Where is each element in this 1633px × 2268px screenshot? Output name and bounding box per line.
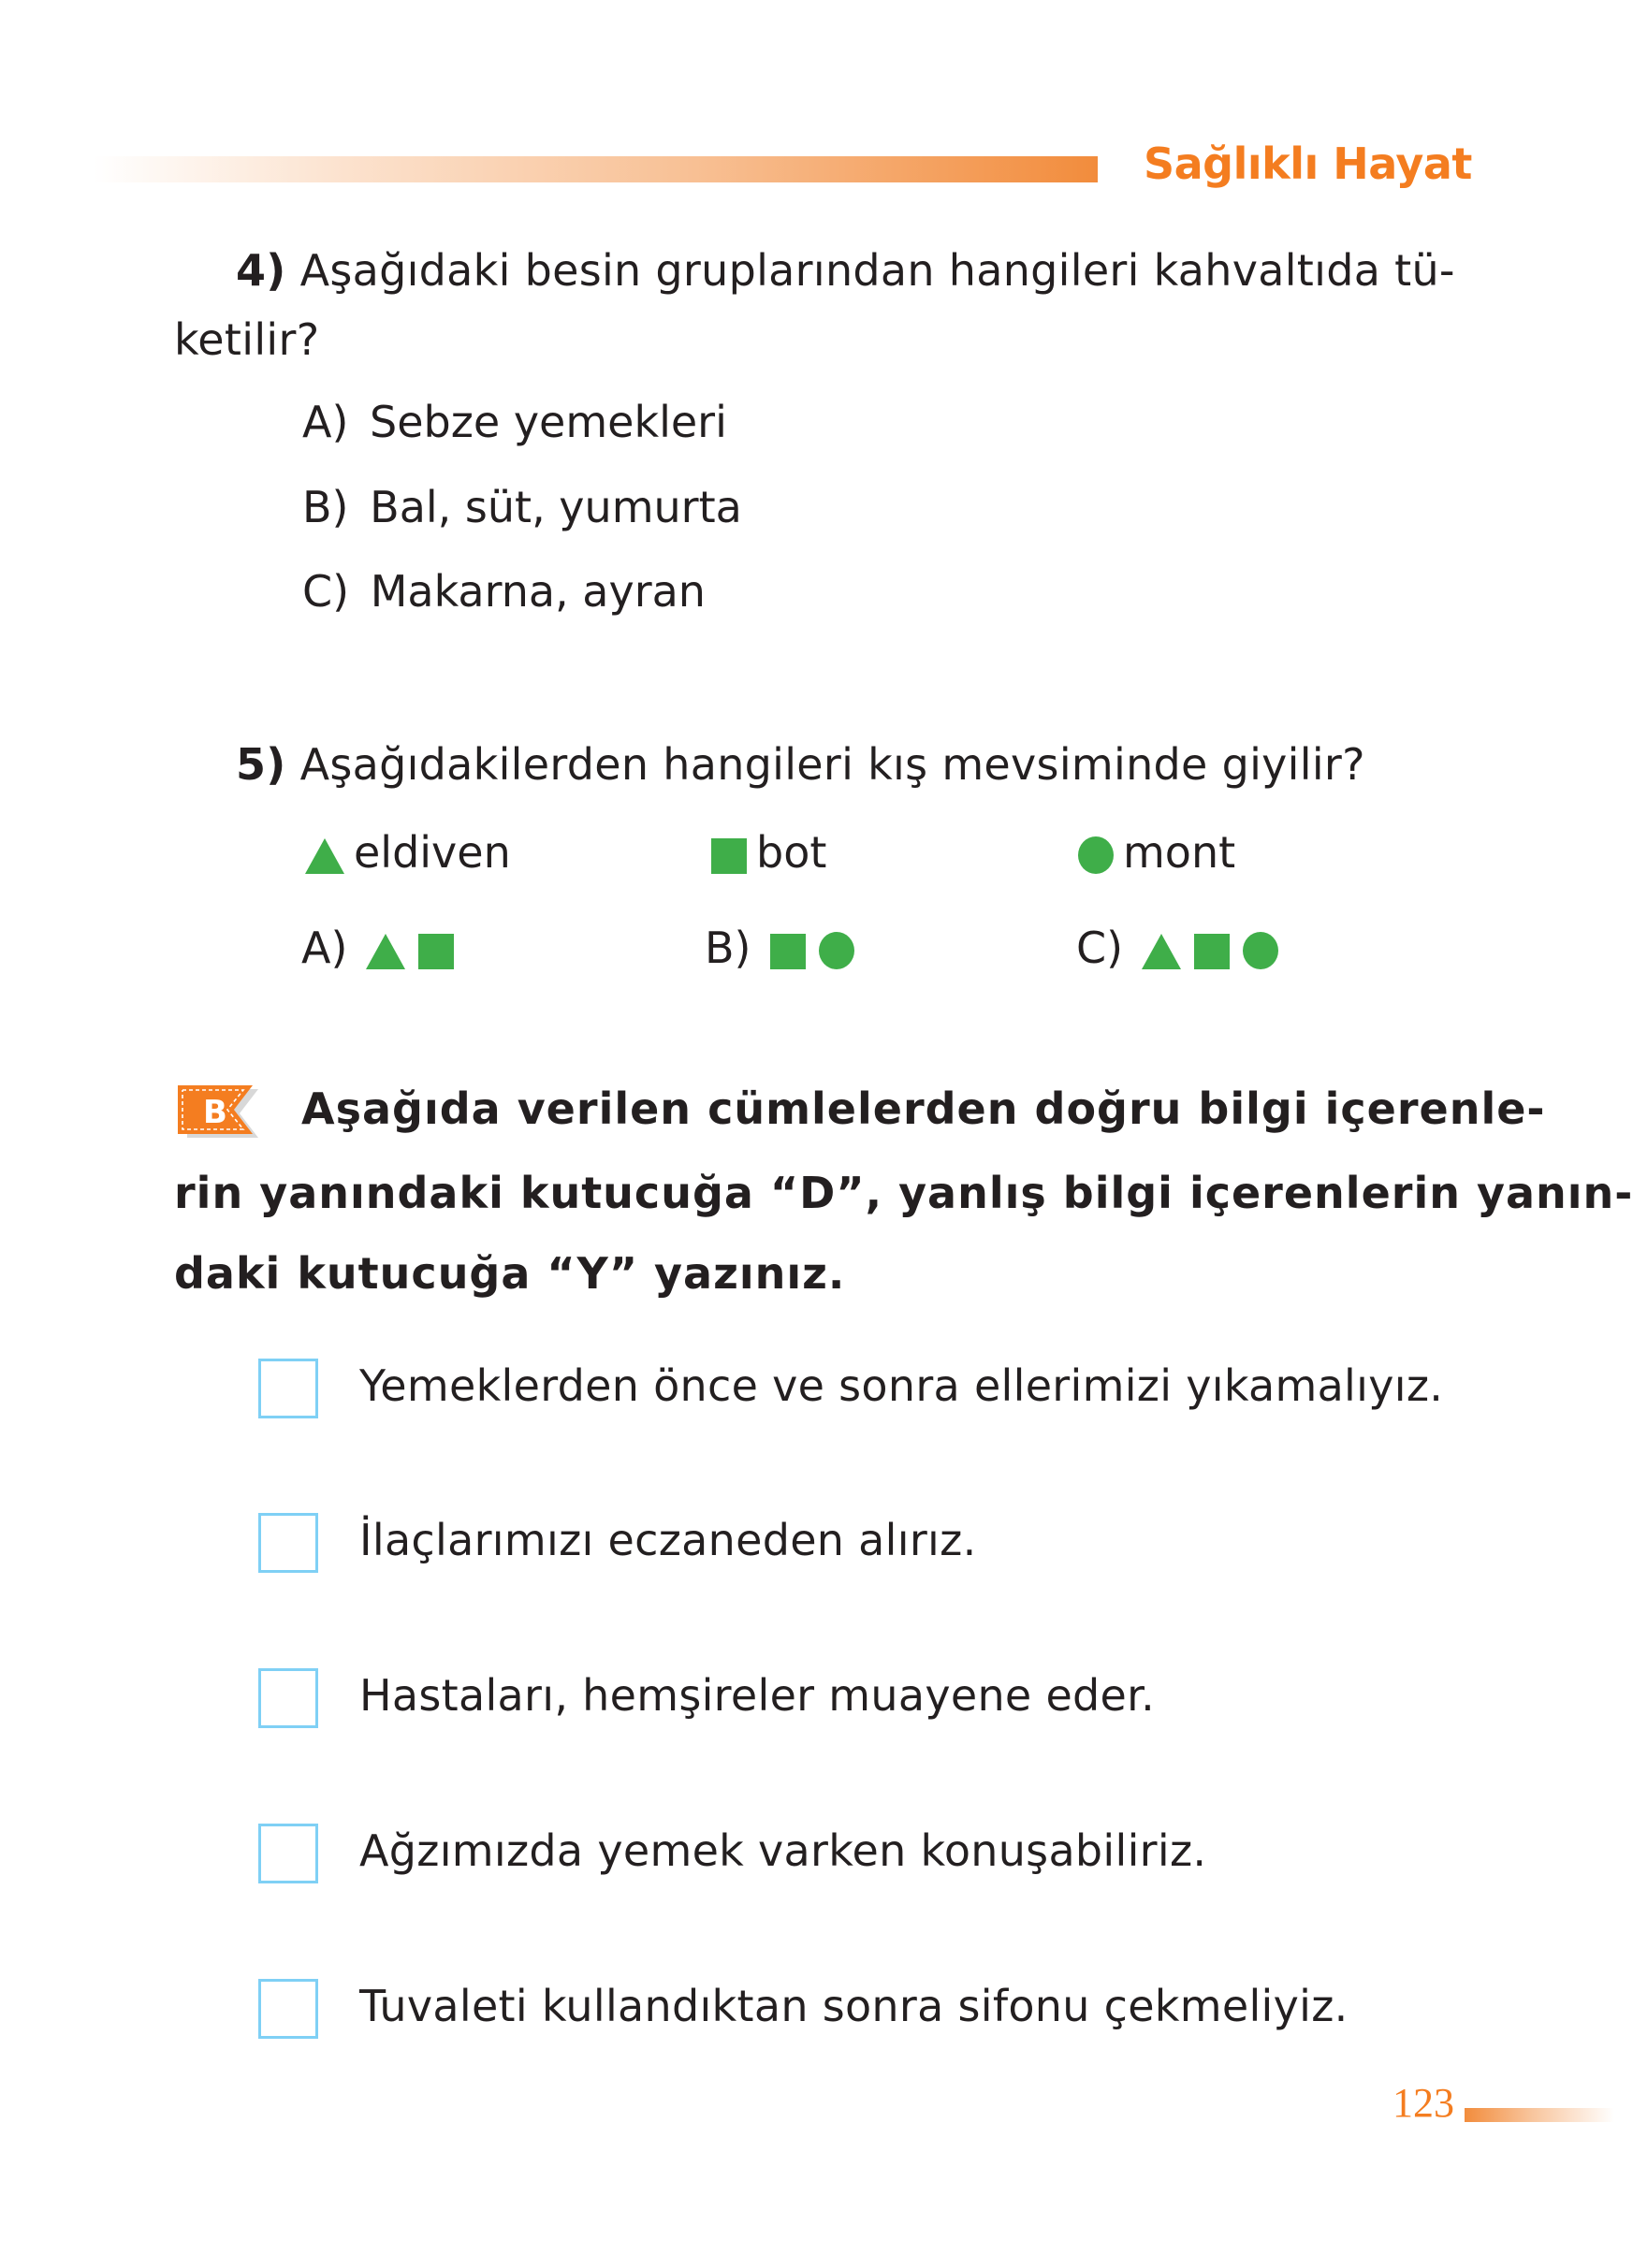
question-5-text: Aşağıdakilerden hangileri kış mevsiminde giyilir?	[299, 739, 1365, 790]
answer-checkbox[interactable]	[258, 1513, 318, 1573]
circle-icon	[1078, 836, 1114, 874]
subject-title: Sağlıklı Hayat	[1144, 138, 1472, 189]
question-5-option-b[interactable]	[705, 923, 854, 973]
question-5-line	[236, 739, 1365, 790]
legend-label: mont	[1123, 827, 1236, 878]
header-gradient-bar	[94, 156, 1098, 182]
question-4-option-c[interactable]	[302, 566, 706, 617]
question-4-line1	[236, 245, 1455, 296]
option-label: A)	[301, 923, 348, 973]
option-label: C)	[302, 566, 350, 617]
question-4-number: 4)	[236, 245, 286, 296]
circle-icon	[1243, 932, 1278, 969]
legend-bot	[711, 827, 827, 878]
option-text: Bal, süt, yumurta	[370, 482, 742, 532]
legend-label: eldiven	[354, 827, 511, 878]
section-b-instruction-line2: rin yanındaki kutucuğa “D”, yanlış bilgi içerenlerin yanın-	[174, 1168, 1633, 1218]
answer-checkbox[interactable]	[258, 1979, 318, 2039]
statement-text: İlaçlarımızı eczaneden alırız.	[359, 1515, 977, 1565]
question-5-option-a[interactable]	[301, 923, 454, 973]
circle-icon	[819, 932, 854, 969]
triangle-icon	[1142, 934, 1181, 969]
triangle-icon	[305, 838, 344, 874]
option-label: C)	[1076, 923, 1124, 973]
answer-checkbox[interactable]	[258, 1824, 318, 1883]
square-icon	[418, 934, 454, 969]
section-b-instruction-line3: daki kutucuğa “Y” yazınız.	[174, 1248, 846, 1299]
square-icon	[711, 838, 747, 874]
page-number: 123	[1392, 2080, 1454, 2126]
option-label: B)	[705, 923, 751, 973]
statement-text: Tuvaleti kullandıktan sonra sifonu çekmeliyiz.	[359, 1981, 1349, 2031]
option-text: Sebze yemekleri	[370, 397, 727, 447]
option-text: Makarna, ayran	[370, 566, 706, 617]
answer-checkbox[interactable]	[258, 1359, 318, 1418]
statement-text: Ağzımızda yemek varken konuşabiliriz.	[359, 1825, 1207, 1876]
statement-text: Hastaları, hemşireler muayene eder.	[359, 1670, 1156, 1721]
legend-eldiven	[305, 827, 511, 878]
flag-icon	[178, 1085, 258, 1141]
question-5-option-c[interactable]	[1076, 923, 1278, 973]
question-4-text: Aşağıdaki besin gruplarından hangileri kahvaltıda tü-	[299, 245, 1455, 296]
question-4-line2: ketilir?	[174, 314, 320, 365]
footer-gradient-bar	[1465, 2108, 1614, 2122]
answer-checkbox[interactable]	[258, 1668, 318, 1728]
question-5-number: 5)	[236, 739, 286, 790]
question-4-option-a[interactable]	[302, 397, 727, 447]
legend-label: bot	[756, 827, 827, 878]
section-b-instruction-line1: Aşağıda verilen cümlelerden doğru bilgi içerenle-	[301, 1083, 1546, 1134]
square-icon	[1194, 934, 1230, 969]
triangle-icon	[366, 934, 405, 969]
option-label: A)	[302, 397, 349, 447]
legend-mont	[1078, 827, 1236, 878]
question-4-option-b[interactable]	[302, 482, 742, 532]
statement-text: Yemeklerden önce ve sonra ellerimizi yıkamalıyız.	[359, 1360, 1444, 1411]
svg-text:B: B	[203, 1094, 227, 1131]
option-label: B)	[302, 482, 349, 532]
square-icon	[770, 934, 806, 969]
section-b-badge	[178, 1085, 253, 1134]
